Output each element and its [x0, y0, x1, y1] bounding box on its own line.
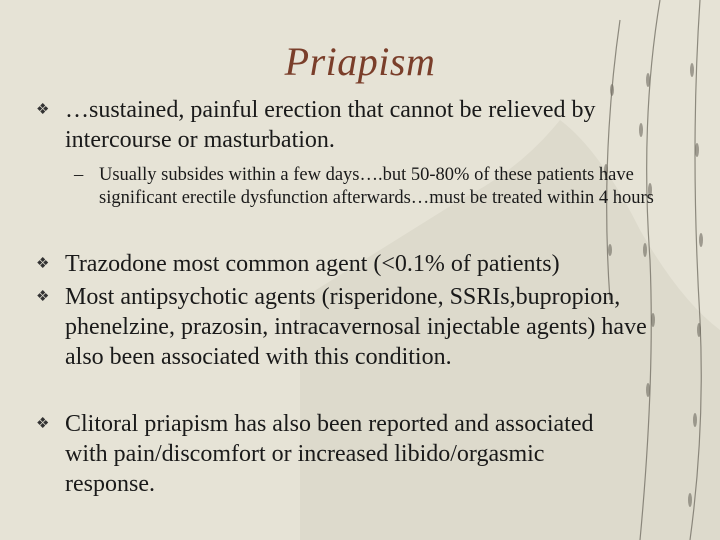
- sub-bullet-text: Usually subsides within a few days….but 50-80% of these patients have significant erectile dysfunction afterwards…must be treated within 4 hours: [99, 165, 654, 208]
- diamond-bullet-icon: ❖: [36, 289, 50, 305]
- diamond-bullet-icon: ❖: [36, 256, 50, 272]
- bullet-text: Trazodone most common agent (<0.1% of patients): [65, 251, 560, 277]
- slide-title: Priapism: [284, 39, 436, 84]
- bullet-text: Clitoral priapism has also been reported and associated with pain/discomfort or increased libido/orgasmic response.: [65, 411, 594, 497]
- diamond-bullet-icon: ❖: [36, 102, 50, 118]
- bullet-text: Most antipsychotic agents (risperidone, SSRIs,bupropion, phenelzine, prazosin, intracavernosal injectable agents) have also been associated with this condition.: [65, 284, 647, 370]
- bullet-text: …sustained, painful erection that cannot be relieved by intercourse or masturbation.: [65, 97, 596, 153]
- diamond-bullet-icon: ❖: [36, 416, 50, 432]
- dash-bullet-icon: –: [74, 165, 84, 185]
